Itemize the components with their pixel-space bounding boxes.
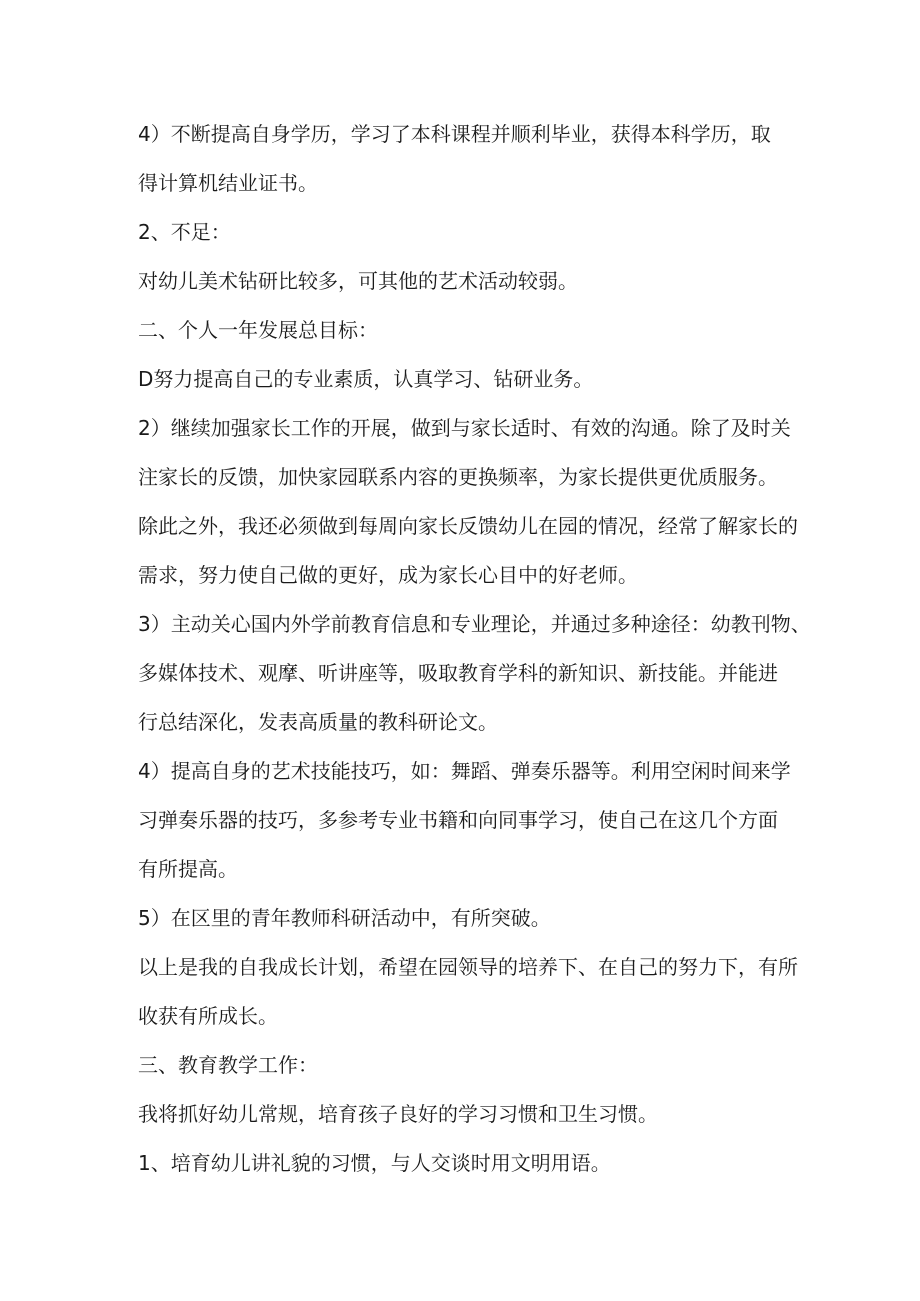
text-line: 习弹奏乐器的技巧，多参考专业书籍和向同事学习，使自己在这几个方面 [138, 808, 778, 832]
text-line: 三、教育教学工作： [138, 1053, 318, 1077]
text-line: 行总结深化，发表高质量的教科研论文。 [138, 710, 498, 734]
paragraph-teaching-intro [138, 1090, 788, 1139]
paragraph-goal-2 [138, 404, 798, 600]
text-line: 多媒体技术、观摩、听讲座等，吸取教育学科的新知识、新技能。并能进 [138, 661, 778, 685]
paragraph-goal-4 [138, 747, 791, 894]
text-line: 除此之外，我还必须做到每周向家长反馈幼儿在园的情况，经常了解家长的 [138, 514, 798, 538]
heading-teaching-work [138, 1041, 788, 1090]
text-line: 4）不断提高自身学历，学习了本科课程并顺利毕业，获得本科学历，取 [138, 122, 771, 146]
paragraph-conclusion [138, 943, 798, 1041]
text-line: 收获有所成长。 [138, 1004, 278, 1028]
text-line: 有所提高。 [138, 857, 238, 881]
text-line: 1、培育幼儿讲礼貌的习惯，与人交谈时用文明用语。 [138, 1151, 611, 1175]
paragraph-education-degree [138, 110, 788, 208]
text-line: 我将抓好幼儿常规，培育孩子良好的学习习惯和卫生习惯。 [138, 1102, 658, 1126]
paragraph-goal-1 [138, 355, 788, 404]
heading-annual-goals [138, 306, 788, 355]
text-line: 3）主动关心国内外学前教育信息和专业理论，并通过多种途径：幼教刊物、 [138, 612, 811, 636]
heading-shortcomings [138, 208, 788, 257]
text-line: 二、个人一年发展总目标： [138, 318, 378, 342]
text-line: 注家长的反馈，加快家园联系内容的更换频率，为家长提供更优质服务。 [138, 465, 778, 489]
text-line: 需求，努力使自己做的更好，成为家长心目中的好老师。 [138, 563, 638, 587]
text-line: 2）继续加强家长工作的开展，做到与家长适时、有效的沟通。除了及时关 [138, 416, 791, 440]
text-line: 2、不足： [138, 220, 231, 244]
paragraph-goal-5 [138, 894, 788, 943]
text-line: 以上是我的自我成长计划，希望在园领导的培养下、在自己的努力下，有所 [138, 955, 798, 979]
paragraph-teaching-1 [138, 1139, 788, 1188]
text-line: D努力提高自己的专业素质，认真学习、钻研业务。 [138, 367, 594, 391]
text-line: 得计算机结业证书。 [138, 171, 318, 195]
paragraph-shortcomings [138, 257, 788, 306]
text-line: 5）在区里的青年教师科研活动中，有所突破。 [138, 906, 551, 930]
text-line: 对幼儿美术钻研比较多，可其他的艺术活动较弱。 [138, 269, 578, 293]
text-line: 4）提高自身的艺术技能技巧，如：舞蹈、弹奏乐器等。利用空闲时间来学 [138, 759, 791, 783]
paragraph-goal-3 [138, 600, 811, 747]
